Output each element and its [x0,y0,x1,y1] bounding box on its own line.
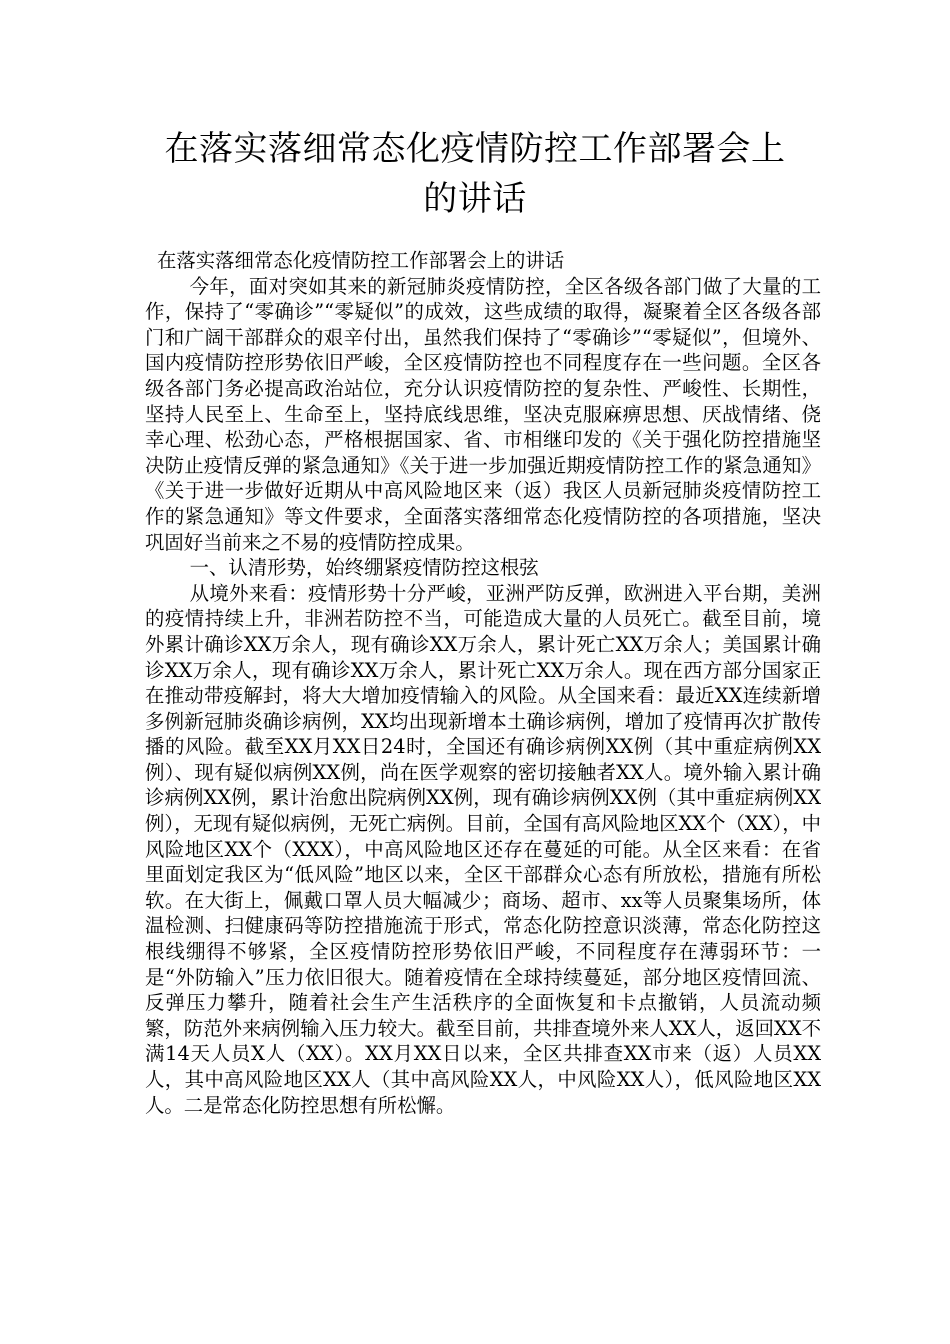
speech-subtitle: 在落实落细常态化疫情防控工作部署会上的讲话 [157,249,565,272]
section-heading-1: 一、认清形势，始终绷紧疫情防控这根弦 [189,556,539,580]
document-title [130,124,820,224]
paragraph-intro: 今年，面对突如其来的新冠肺炎疫情防控，全区各级各部门做了大量的工作，保持了“零确诊”“零疑似”的成效，这些成绩的取得，凝聚着全区各级各部门和广阔干部群众的艰辛付出，虽然我们保持了“零确诊”“零疑似”，但境外、国内疫情防控形势依旧严峻，全区疫情防控也不同程度存在一些问题。全区各级各部门务必提高政治站位，充分认识疫情防控的复杂性、严峻性、长期性，坚持人民至上、生命至上，坚持底线思维，坚决克服麻痹思想、厌战情绪、侥幸心理、松劲心态，严格根据国家、省、市相继印发的《关于强化防控措施坚决防止疫情反弹的紧急通知》《关于进一步加强近期疫情防控工作的紧急通知》《关于进一步做好近期从中高风险地区来（返）我区人员新冠肺炎疫情防控工作的紧急通知》等文件要求，全面落实落细常态化疫情防控的各项措施，坚决巩固好当前来之不易的疫情防控成果。 [145,274,821,554]
document-title-line-1: 在落实落细常态化疫情防控工作部署会上 [164,129,786,169]
document-body [145,248,821,1118]
paragraph-situation: 从境外来看：疫情形势十分严峻，亚洲严防反弹，欧洲进入平台期，美洲的疫情持续上升，非洲若防控不当，可能造成大量的人员死亡。截至目前，境外累计确诊XX万余人，现有确诊XX万余人，累计死亡XX万余人；美国累计确诊XX万余人，现有确诊XX万余人，累计死亡XX万余人。现在西方部分国家正在推动带疫解封，将大大增加疫情输入的风险。从全国来看：最近XX连续新增多例新冠肺炎确诊病例，XX均出现新增本土确诊病例，增加了疫情再次扩散传播的风险。截至XX月XX日24时，全国还有确诊病例XX例（其中重症病例XX例）、现有疑似病例XX例，尚在医学观察的密切接触者XX人。境外输入累计确诊病例XX例，累计治愈出院病例XX例，现有确诊病例XX例（其中重症病例XX例），无现有疑似病例，无死亡病例。目前，全国有高风险地区XX个（XX），中风险地区XX个（XXX），中高风险地区还存在蔓延的可能。从全区来看：在省里面划定我区为“低风险”地区以来，全区干部群众心态有所放松，措施有所松软。在大街上，佩戴口罩人员大幅减少；商场、超市、xx等人员聚集场所，体温检测、扫健康码等防控措施流于形式，常态化防控意识淡薄，常态化防控这根线绷得不够紧，全区疫情防控形势依旧严峻，不同程度存在薄弱环节：一是“外防输入”压力依旧很大。随着疫情在全球持续蔓延，部分地区疫情回流、反弹压力攀升，随着社会生产生活秩序的全面恢复和卡点撤销，人员流动频繁，防范外来病例输入压力较大。截至目前，共排查境外来人XX人，返回XX不满14天人员X人（XX）。XX月XX日以来，全区共排查XX市来（返）人员XX人，其中高风险地区XX人（其中高风险XX人，中风险XX人），低风险地区XX人。二是常态化防控思想有所松懈。 [145,581,821,1117]
document-title-line-2: 的讲话 [423,179,527,219]
